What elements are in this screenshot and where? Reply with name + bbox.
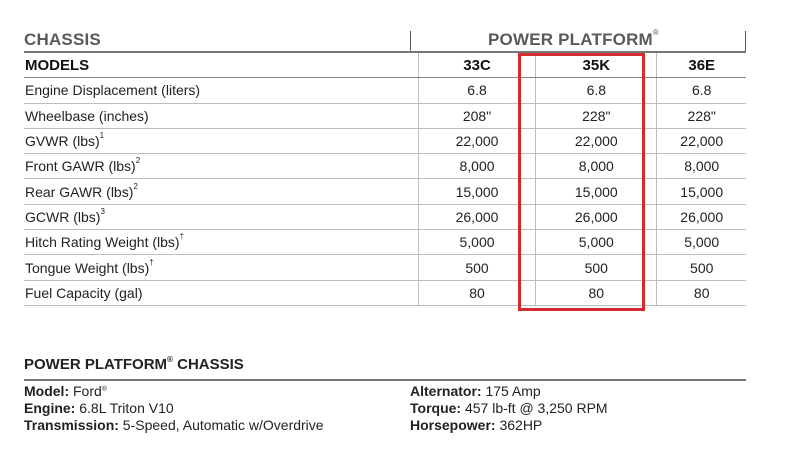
- detail-line: [410, 383, 608, 400]
- detail-line: [24, 383, 324, 400]
- footnote-mark: 1: [99, 131, 105, 141]
- detail-key: Alternator:: [410, 383, 482, 399]
- spec-label-text: GVWR (lbs): [25, 133, 100, 150]
- section-title: [24, 356, 244, 373]
- spec-value: 80: [657, 280, 746, 305]
- spec-value: 6.8: [536, 78, 657, 103]
- registered-mark: ®: [101, 386, 107, 393]
- footnote-mark: †: [179, 232, 185, 242]
- detail-key: Engine:: [24, 400, 76, 416]
- spec-value: 500: [536, 255, 657, 280]
- spec-label: [24, 280, 418, 305]
- footnote-mark: 2: [133, 181, 138, 191]
- detail-key: Torque:: [410, 400, 462, 416]
- table-row: [24, 204, 746, 229]
- spec-label-text: Engine Displacement (liters): [25, 82, 201, 99]
- spec-label-text: Rear GAWR (lbs): [25, 183, 134, 200]
- model-col-header: 35K: [536, 53, 657, 78]
- section-rule: [24, 379, 746, 381]
- registered-mark: ®: [652, 28, 660, 37]
- spec-label: [24, 78, 418, 103]
- detail-value: 6.8L Triton V10: [75, 400, 174, 416]
- detail-key: Model:: [24, 383, 70, 399]
- spec-label: [24, 128, 418, 153]
- table-row: [24, 78, 746, 103]
- spec-value: 22,000: [418, 128, 535, 153]
- spec-value: 6.8: [657, 78, 746, 103]
- chassis-heading: CHASSIS: [24, 30, 101, 49]
- spec-label-text: Front GAWR (lbs): [25, 158, 136, 175]
- spec-value: 5,000: [536, 230, 657, 255]
- spec-rows: [24, 78, 746, 306]
- power-platform-heading-text: POWER PLATFORM: [488, 30, 653, 49]
- spec-label-text: Fuel Capacity (gal): [25, 284, 143, 301]
- spec-value: 15,000: [657, 179, 746, 204]
- table-row: [24, 280, 746, 305]
- spec-value: 80: [536, 280, 657, 305]
- chassis-details-right: [410, 383, 608, 434]
- detail-value: 175 Amp: [481, 383, 541, 399]
- spec-value: 22,000: [657, 128, 746, 153]
- spec-value: 80: [418, 280, 535, 305]
- detail-value: 5-Speed, Automatic w/Overdrive: [118, 417, 324, 433]
- spec-value: 26,000: [536, 204, 657, 229]
- spec-value: 26,000: [418, 204, 535, 229]
- spec-value: 22,000: [536, 128, 657, 153]
- registered-mark: ®: [167, 355, 173, 364]
- spec-value: 208": [418, 103, 535, 128]
- spec-value: 26,000: [657, 204, 746, 229]
- detail-value: 457 lb-ft @ 3,250 RPM: [461, 400, 608, 416]
- section-title-text: POWER PLATFORM: [24, 356, 168, 373]
- table-row: [24, 103, 746, 128]
- power-platform-heading: [488, 30, 659, 50]
- detail-line: [410, 400, 608, 417]
- header-divider-left: [410, 31, 411, 51]
- spec-label: [24, 103, 418, 128]
- detail-value: 362HP: [495, 417, 543, 433]
- footnote-mark: 3: [100, 206, 105, 216]
- footnote-mark: 2: [135, 156, 141, 166]
- detail-key: Transmission:: [24, 417, 119, 433]
- spec-value: 15,000: [536, 179, 657, 204]
- spec-value: 500: [418, 255, 535, 280]
- spec-label: [24, 179, 418, 204]
- spec-label: [24, 204, 418, 229]
- chassis-spec-table: [24, 53, 746, 306]
- table-row: [24, 255, 746, 280]
- spec-value: 228": [657, 103, 746, 128]
- detail-line: [24, 417, 324, 434]
- spec-label-text: Hitch Rating Weight (lbs): [25, 234, 180, 251]
- spec-value: 8,000: [657, 154, 746, 179]
- models-label: MODELS: [24, 53, 418, 78]
- spec-label-text: GCWR (lbs): [25, 208, 101, 225]
- table-row: [24, 128, 746, 153]
- model-col-header: 33C: [418, 53, 535, 78]
- model-col-header: 36E: [657, 53, 746, 78]
- detail-value: Ford: [69, 383, 102, 399]
- spec-value: 500: [657, 255, 746, 280]
- models-header-row: [24, 53, 746, 78]
- detail-key: Horsepower:: [410, 417, 496, 433]
- spec-value: 6.8: [418, 78, 535, 103]
- footnote-mark: †: [149, 257, 154, 267]
- spec-label: [24, 255, 418, 280]
- table-row: [24, 179, 746, 204]
- spec-label: [24, 154, 418, 179]
- header-divider-right: [745, 31, 746, 51]
- chassis-details-left: [24, 383, 324, 434]
- spec-label-text: Wheelbase (inches): [25, 107, 149, 124]
- spec-value: 5,000: [418, 230, 535, 255]
- spec-value: 15,000: [418, 179, 535, 204]
- detail-line: [24, 400, 324, 417]
- spec-label-text: Tongue Weight (lbs): [25, 259, 150, 276]
- table-row: [24, 230, 746, 255]
- table-row: [24, 154, 746, 179]
- spec-value: 8,000: [536, 154, 657, 179]
- spec-value: 228": [536, 103, 657, 128]
- detail-line: [410, 417, 608, 434]
- spec-value: 5,000: [657, 230, 746, 255]
- section-title-suffix: CHASSIS: [172, 356, 244, 373]
- spec-label: [24, 230, 418, 255]
- spec-value: 8,000: [418, 154, 535, 179]
